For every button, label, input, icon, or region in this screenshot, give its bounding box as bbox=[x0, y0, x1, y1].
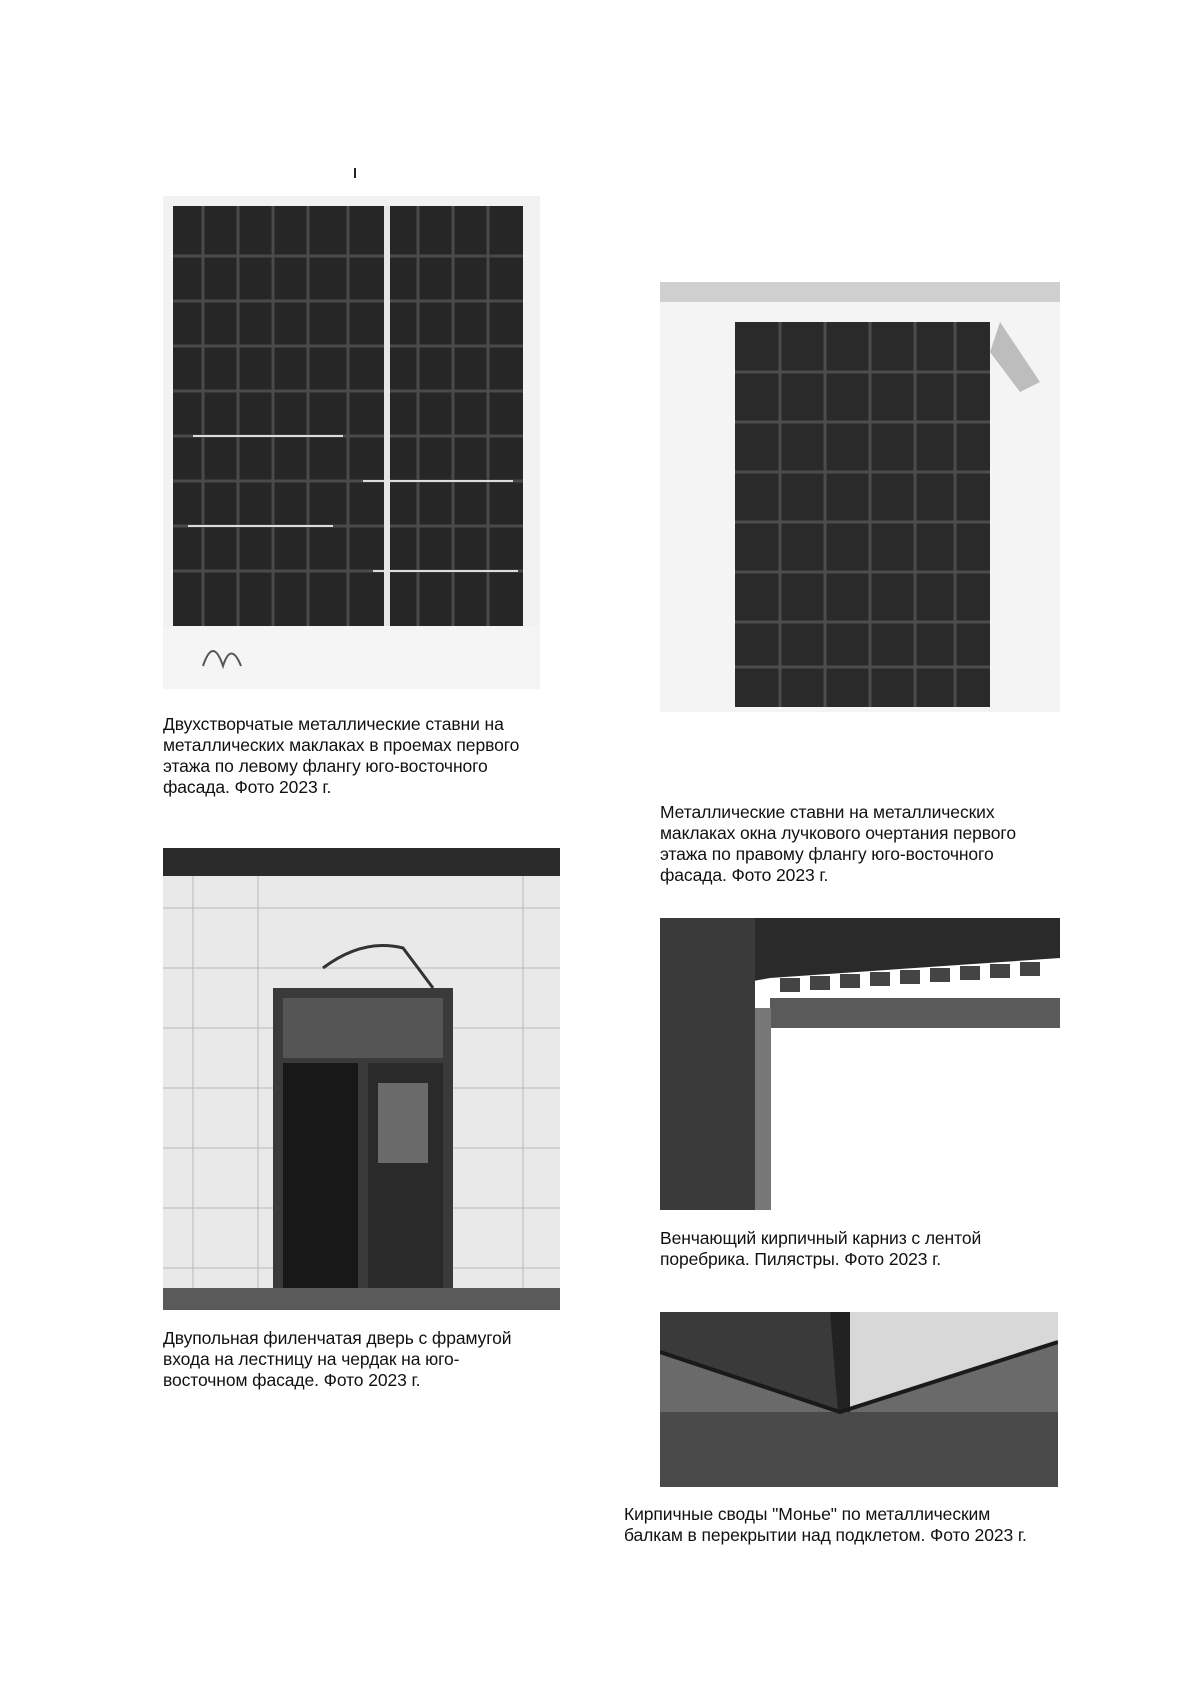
photo-double-shutters bbox=[163, 196, 540, 689]
photo-arched-window-shutters bbox=[660, 282, 1060, 712]
caption-panel-door: Двупольная филенчатая дверь с фрамугой входа на лестницу на чердак на юго- восточном фасаде. Фото 2023 г. bbox=[163, 1328, 512, 1390]
photo-panel-door bbox=[163, 848, 560, 1310]
photo-monier-vaults bbox=[660, 1312, 1058, 1487]
caption-arched-window-shutters: Металлические ставни на металлических маклаках окна лучкового очертания первого этажа по правому флангу юго-восточного фасада. Фото 2023 г. bbox=[660, 802, 1016, 885]
scan-mark bbox=[354, 168, 356, 178]
caption-brick-cornice: Венчающий кирпичный карниз с лентой поребрика. Пилястры. Фото 2023 г. bbox=[660, 1228, 982, 1269]
photo-brick-cornice bbox=[660, 918, 1060, 1210]
caption-monier-vaults: Кирпичные своды "Монье" по металлическим балкам в перекрытии над подклетом. Фото 2023 г. bbox=[624, 1504, 1027, 1545]
caption-double-shutters: Двухстворчатые металлические ставни на металлических маклаках в проемах первого этажа по левому флангу юго-восточного фасада. Фото 2023 г. bbox=[163, 714, 520, 797]
